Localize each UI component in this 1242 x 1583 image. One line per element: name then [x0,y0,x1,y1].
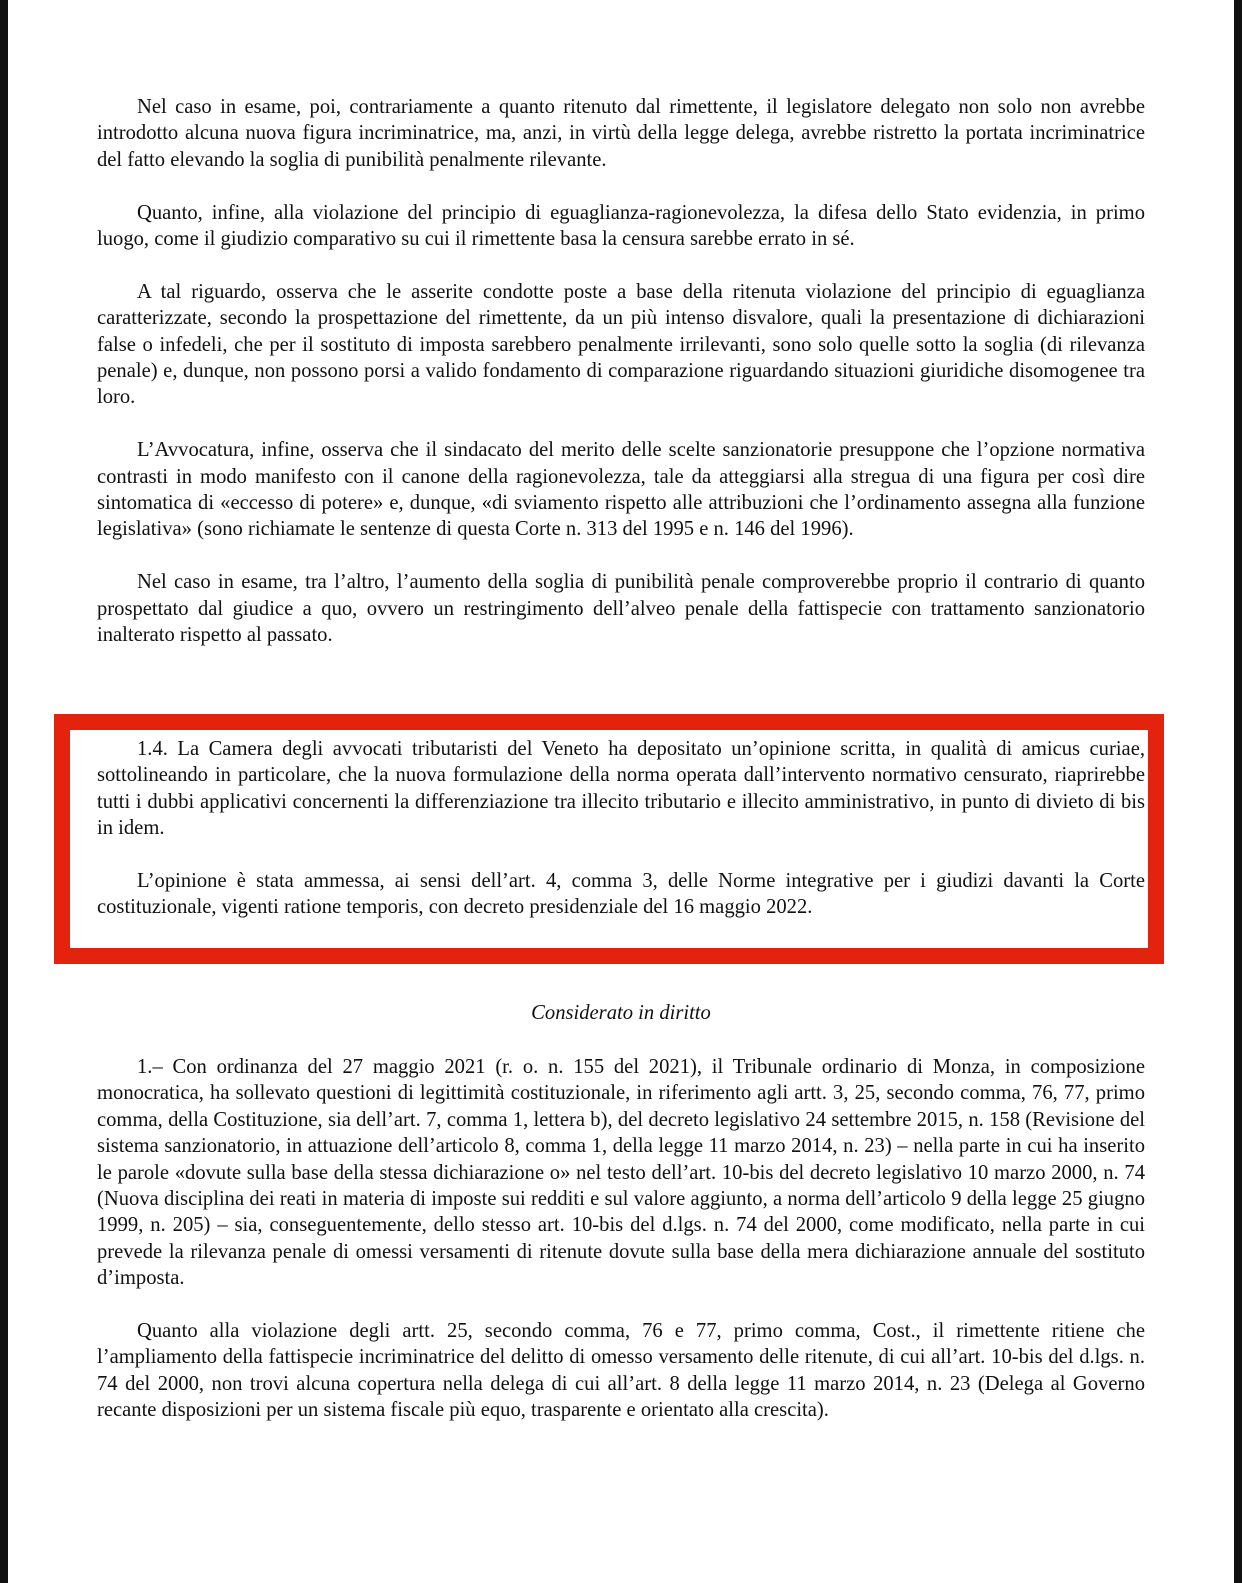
paragraph: Nel caso in esame, tra l’altro, l’aumento della soglia di punibilità penale comproverebbe proprio il contrario di quanto prospettato dal giudice a quo, ovvero un restringimento dell’alveo penale della fattispecie con trattamento sanzionatorio inalterato rispetto al passato. [97,571,1145,647]
section-heading: Considerato in diritto [531,1002,711,1024]
left-edge-border [0,0,8,1583]
paragraph: A tal riguardo, osserva che le asserite condotte poste a base della ritenuta violazione del principio di eguaglianza caratterizzate, secondo la prospettazione del rimettente, da un più intenso disvalore, quali la presentazione di dichiarazioni false o infedeli, che per il sostituto di imposta sarebbero penalmente irrilevanti, sono solo quelle sotto la soglia (di rilevanza penale) e, dunque, non possono porsi a valido fondamento di comparazione riguardando situazioni giuridiche disomogenee tra loro. [97,280,1145,409]
paragraph: Quanto alla violazione degli artt. 25, secondo comma, 76 e 77, primo comma, Cost., il rimettente ritiene che l’ampliamento della fattispecie incriminatrice del delitto di omesso versamento delle ritenute, di cui all’art. 10-bis del d.lgs. n. 74 del 2000, non trovi alcuna copertura nella delega di cui all’art. 8 della legge 11 marzo 2014, n. 23 (Delega al Governo recante disposizioni per un sistema fiscale più equo, trasparente e orientato alla crescita). [97,1320,1145,1422]
highlighted-paragraph: L’opinione è stata ammessa, ai sensi dell’art. 4, comma 3, delle Norme integrative per i giudizi davanti la Corte costituzionale, vigenti ratione temporis, con decreto presidenziale del 16 maggio 2022. [97,870,1145,919]
lower-text-block [97,1054,1145,1424]
paragraph: Quanto, infine, alla violazione del principio di eguaglianza-ragionevolezza, la difesa dello Stato evidenzia, in primo luogo, come il giudizio comparativo su cui il rimettente basa la censura sarebbe errato in sé. [97,201,1145,251]
paragraph: L’Avvocatura, infine, osserva che il sindacato del merito delle scelte sanzionatorie presuppone che l’opzione normativa contrasti in modo manifesto con il canone della ragionevolezza, tale da atteggiarsi alla stregua di una figura per così dire sintomatica di «eccesso di potere» e, dunque, «di sviamento rispetto alle attribuzioni che l’ordinamento assegna alla funzione legislativa» (sono richiamate le sentenze di questa Corte n. 313 del 1995 e n. 146 del 1996). [97,439,1145,541]
upper-text-block [97,94,1145,648]
highlighted-paragraph: 1.4. La Camera degli avvocati tributaristi del Veneto ha depositato un’opinione scritta, in qualità di amicus curiae, sottolineando in particolare, che la nuova formulazione della norma operata dall’intervento normativo censurato, riaprirebbe tutti i dubbi applicativi concernenti la differenziazione tra illecito tributario e illecito amministrativo, in punto di divieto di bis in idem. [97,738,1145,840]
paragraph: 1.– Con ordinanza del 27 maggio 2021 (r. o. n. 155 del 2021), il Tribunale ordinario di Monza, in composizione monocratica, ha sollevato questioni di legittimità costituzionale, in riferimento agli artt. 3, 25, secondo comma, 76, 77, primo comma, della Costituzione, sia dell’art. 7, comma 1, lettera b), del decreto legislativo 24 settembre 2015, n. 158 (Revisione del sistema sanzionatorio, in attuazione dell’articolo 8, comma 1, della legge 11 marzo 2014, n. 23) – nella parte in cui ha inserito le parole «dovute sulla base della stessa dichiarazione o» nel testo dell’art. 10-bis del decreto legislativo 10 marzo 2000, n. 74 (Nuova disciplina dei reati in materia di imposte sui redditi e sul valore aggiunto, a norma dell’articolo 9 della legge 25 giugno 1999, n. 205) – sia, conseguentemente, dello stesso art. 10-bis del d.lgs. n. 74 del 2000, come modificato, nella parte in cui prevede la rilevanza penale di omessi versamenti di ritenute dovute sulla base della mera dichiarazione annuale del sostituto d’imposta. [97,1056,1145,1290]
paragraph: Nel caso in esame, poi, contrariamente a quanto ritenuto dal rimettente, il legislatore delegato non solo non avrebbe introdotto alcuna nuova figura incriminatrice, ma, anzi, in virtù della legge delega, avrebbe ristretto la portata incriminatrice del fatto elevando la soglia di punibilità penalmente rilevante. [97,96,1145,171]
right-edge-border [1234,0,1242,1583]
highlighted-text-block [97,736,1145,921]
